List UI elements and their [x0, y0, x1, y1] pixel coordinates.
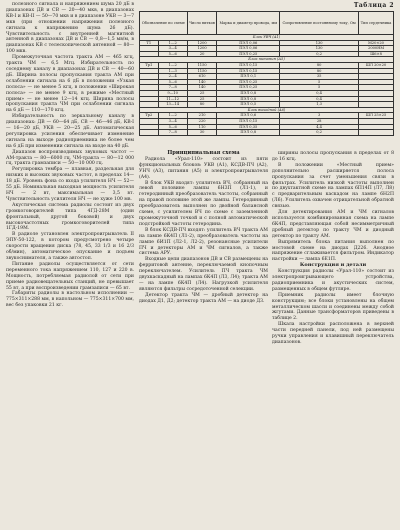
table-cell: 7—8	[158, 130, 187, 136]
table-cell: 1,3	[280, 102, 359, 108]
table-cell: ПЭЛ 0,25	[217, 79, 280, 85]
paragraph: Избирательность по зеркальному каналу в диапазонах: ДВ — 60—64 дБ, СВ — 46—46 дБ, КВ-I — 16—20 дБ, УКВ — 20—25 дБ. Автоматическая регулировка усиления обеспечивает изменение сигнала на выходе радиоприемника не более чем на 6 дБ при изменении сигнала на входе на 40 дБ.	[6, 114, 134, 149]
table-cell: ПЭЛ 0,15	[217, 62, 280, 68]
paragraph: Входные цепи диапазонов ДВ и СВ размещены на ферритовой антенне, переключаемой кнопочным переключателем. Усилитель ПЧ тракта ЧМ двухкаскадный на лампах 6К4П (Л3, Л4); тракта АМ — на лампе 6К4П (Л4). Нагрузкой усилителя являются фильтры сосредоточенной селекции.	[139, 257, 268, 292]
right-paragraphs	[272, 151, 394, 263]
table-cell: Tp1	[140, 62, 159, 68]
table-cell: 140	[187, 79, 217, 85]
table-cell: Tp2	[140, 113, 159, 119]
table-cell: 1200	[187, 46, 217, 52]
paragraph: Регулировка тембра — плавная, раздельная для низких и высоких звуковых частот, в пределах 14—18 дБ. Уровень фона со входа усилителя НЧ — 52—55 дБ. Номинальная выходная мощность усилителя НЧ — 2 вт, максимальная — 3,5 вт. Чувствительность усилителя НЧ — не хуже 100 мв.	[6, 167, 134, 202]
table-cell: T1	[140, 40, 159, 46]
table-cell	[359, 130, 394, 136]
table-cell: 4,4	[280, 124, 359, 130]
coil-data-table-block	[139, 2, 394, 136]
right-text-column	[272, 151, 394, 346]
table-cell: 13—14	[158, 102, 187, 108]
table-body	[140, 35, 394, 136]
table-cell: 1—2	[158, 113, 187, 119]
table-cell: 140	[187, 85, 217, 91]
table-cell: ПЭЛ 0,06	[217, 46, 280, 52]
table-cell: 1—3	[158, 68, 187, 74]
table-cell: ПЭЛ 0,8	[217, 130, 280, 136]
table-cell: 80	[280, 62, 359, 68]
table-cell: ПЭЛ 0,35	[217, 124, 280, 130]
paragraph: Выпрямитель блока питания выполнен по мостовой схеме на диодах Д226. Анодное напряжение сглаживается фильтром. Индикатор настройки — лампа 6Е1П.	[272, 239, 394, 263]
table-cell: М20×20	[359, 40, 394, 46]
paragraph: ширины полосы пропускания в пределах от 8 до 16 кгц.	[272, 151, 394, 162]
paragraph: Конструкция радиолы «Урал-110» состоит из электропроигрывающего устройства, радиоприемника и акустических систем, размещенных в общем футляре.	[272, 269, 394, 292]
table-cell: ПЭЛ 0,25	[217, 85, 280, 91]
table-cell: 130	[280, 40, 359, 46]
table-cell: 220	[187, 118, 217, 124]
table-cell: 80	[187, 102, 217, 108]
table-cell: 0,4	[280, 96, 359, 102]
table-cell: 0,2	[280, 51, 359, 57]
table-cell: 1—2	[158, 62, 187, 68]
paragraph: Диапазон воспроизводимых звуковых частот — АМ-тракта — 80—6000 гц, ЧМ-тракта — 80—12 000 гц, тракта грамзаписи — 50—10 000 гц.	[6, 149, 134, 167]
middle-text-column	[139, 151, 268, 305]
table-header-cell: Число витков	[187, 12, 217, 35]
table-header-cell: Марка и диаметр провода, мм	[217, 12, 280, 35]
right-paragraphs-2	[272, 269, 394, 346]
table-cell: 9—10	[158, 90, 187, 96]
table-cell: 130	[280, 46, 359, 52]
paragraph: В положении «Местный прием» дополнительно расширяется полоса пропускания за счет уменьшения связи в фильтрах. Усилитель низкой частоты выполнен по двухтактной схеме на лампах 6П14П (Л7, Л8) с предварительным каскадом на лампе 6Н2П (Л6). Усилитель охвачен отрицательной обратной связью.	[272, 162, 394, 210]
paragraph: Промежуточная частота тракта АМ — 465 кгц, тракта ЧМ — 6,5 Мгц. Избирательность по соседнему каналу в диапазонах ДВ и СВ — 40—60 дБ. Ширина полосы пропускания тракта АМ при ослаблении сигнала на 6 дБ в положении «Узкая полоса» — не менее 5 кгц, в положении «Широкая полоса» — не менее 9 кгц, в режиме «Местный прием» — не менее 12—14 кгц. Ширина полосы пропускания тракта ЧМ при ослаблении сигнала на 6 дБ — 110—170 кгц.	[6, 55, 134, 114]
table-cell: 25	[187, 90, 217, 96]
table-cell: 80	[280, 68, 359, 74]
table-cell	[140, 130, 159, 136]
table-cell: ШЛ 25×25	[359, 113, 394, 119]
paragraph: Детектор тракта ЧМ — дробный детектор на диодах Д1, Д2; детектор тракта АМ — на диоде Д3.	[139, 292, 268, 304]
table-cell: ПЭЛ 0,5	[217, 102, 280, 108]
paragraph: Питание радиолы осуществляется от сети переменного тока напряжением 110, 127 и 220 в. Мощность, потребляемая радиолой от сети при приеме радиовещательных станций, не превышает 55 вт, а при воспроизведении грамзаписи — 65 вт.	[6, 261, 134, 291]
paragraph: Для детектирования АМ и ЧМ сигналов используется комбинированная схема на лампе 6К4П, представляющая собой несимметричный дробный детектор по тракту ЧМ и диодный детектор по тракту АМ.	[272, 210, 394, 239]
table-section-label: Блок питания (A5)	[140, 57, 394, 63]
table-cell: 25	[187, 96, 217, 102]
table-header-cell: Обозначение по схеме	[140, 12, 188, 35]
paragraph: Шкала настройки расположена в верхней части передней панели, под ней размещены ручки управления и клавишный переключатель диапазонов.	[272, 322, 394, 345]
table-cell: 0,4	[280, 90, 359, 96]
table-cell: ПЭЛ 0,15	[217, 118, 280, 124]
table-cell: 3—4	[158, 46, 187, 52]
table-cell: 1150	[187, 68, 217, 74]
table-cell: 1150	[187, 62, 217, 68]
table-cell: ШЛ 20×20	[359, 62, 394, 68]
table-cell: 0,2	[280, 130, 359, 136]
table-cell: 5—6	[158, 51, 187, 57]
table-cell: 1200	[187, 40, 217, 46]
left-text-column	[6, 2, 134, 309]
paragraph: В блок КСДВ-ПЧ входят: усилитель ВЧ тракта АМ на лампе 6К4П (Л1-2), преобразователь частоты на лампе 6И1П (Л2-1, Л2-2), резонансные усилители ПЧ и детекторы АМ и ЧМ сигналов, а также система АРУ.	[139, 227, 268, 257]
table-section-label: Блок выходной (A6)	[140, 107, 394, 113]
construction-heading: Конструкция и детали	[299, 262, 367, 269]
table-cell: 5	[280, 85, 359, 91]
table-header-cell: Тип сердечника	[359, 12, 394, 35]
table-cell: ПЭЛ 0,8	[217, 96, 280, 102]
coil-data-table	[139, 11, 394, 136]
table-cell: 2—4	[158, 74, 187, 80]
paragraph: полезного сигнала и напряжением шума 20 дБ в диапазонах ДВ и СВ — 20—40 мкв, в диапазонах КВ-I и КВ-II — 50—70 мкв и в диапазоне УКВ — 3—7 мкв (при отношении напряжения полезного сигнала к напряжению шума 26 дБ). Чувствительность с внутренней магнитной антенной в диапазонах ДВ и СВ — 0,8—1,5 мв/м, в диапазонах КВ с телескопической антенной — 80—100 мкв.	[6, 2, 134, 55]
table-cell: 110	[187, 124, 217, 130]
table-title: Таблица 2	[353, 2, 394, 9]
table-cell: ПЭЛ 0,25	[217, 51, 280, 57]
paragraph: Акустическая система радиолы состоит из двух громкоговорителей типа 4ГД-28М (один фронтальный, другой боковой) и двух высокочастотных громкоговорителей типа 1ГД-19М.	[6, 202, 134, 232]
table-cell: 5	[280, 79, 359, 85]
paragraph: Радиола «Урал-110» состоит из пяти функциональных блоков: УКВ (A1), КСДВ-ПЧ (A2), УНЧ (A3), питания (A5) и электропроигрывателя (A4).	[139, 156, 268, 180]
table-cell: 28	[280, 118, 359, 124]
table-cell: 1—2	[158, 40, 187, 46]
table-cell: 35	[280, 74, 359, 80]
table-cell: ПЭЛ 0,06	[217, 40, 280, 46]
table-cell: 5—6	[158, 124, 187, 130]
table-cell: ПЭЛ 0,15	[217, 68, 280, 74]
table-cell: Ш6×8	[359, 51, 394, 57]
table-header-cell: Сопротивление постоянному току, Ом	[280, 12, 359, 35]
middle-paragraphs	[139, 157, 268, 305]
table-cell: 610	[187, 74, 217, 80]
table-cell: 5—6	[158, 79, 187, 85]
table-cell: ПЭЛ 0,6	[217, 113, 280, 119]
table-cell: 20	[187, 51, 217, 57]
section-heading: Принципиальная схема	[167, 150, 240, 156]
table-cell: 3	[280, 113, 359, 119]
table-cell: ПЭЛ 0,1	[217, 74, 280, 80]
table-row	[140, 130, 394, 136]
table-cell: 210	[187, 113, 217, 119]
table-cell: 3—4	[158, 118, 187, 124]
table-cell: 30	[187, 130, 217, 136]
table-cell: ПЭЛ 0,8	[217, 90, 280, 96]
paragraph: Габариты радиолы в настольном исполнении — 775×311×288 мм, в напольном — 775×311×700 мм, вес без упаковки 21 кг.	[6, 291, 134, 309]
table-section-label: Блок УВЧ (A1)	[140, 35, 394, 41]
paragraph: В блок УКВ входят: усилитель ВЧ, собранный на левой половине лампы 6Н3П (Л1-1), и гетеродинный преобразователь частоты, собранный на правой половине этой же лампы. Гетеродинный преобразователь выполнен по двойной балансной схеме, с усилителем ВЧ по схеме с заземленной промежуточной точкой и с полной автоматической подстройкой частоты гетеродина.	[139, 180, 268, 227]
paragraph: В радиоле установлен электропроигрыватель II ЭПУ-50-122, в котором предусмотрено четыре скорости вращения диска (78, 45, 33 1/3 и 16 2/3 об/мин), автоматическое опускание и подъем звукоснимателя, а также автостоп.	[6, 232, 134, 261]
table-cell: 2000НМ	[359, 46, 394, 52]
table-header-row	[140, 12, 394, 35]
paragraph: Приемник радиолы имеет блочную конструкцию; все блоки установлены на общем металлическом шасси и соединены между собой жгутами. Данные трансформаторов приведены в таблице 2.	[272, 292, 394, 322]
table-cell: 7—8	[158, 85, 187, 91]
table-cell: 11—12	[158, 96, 187, 102]
